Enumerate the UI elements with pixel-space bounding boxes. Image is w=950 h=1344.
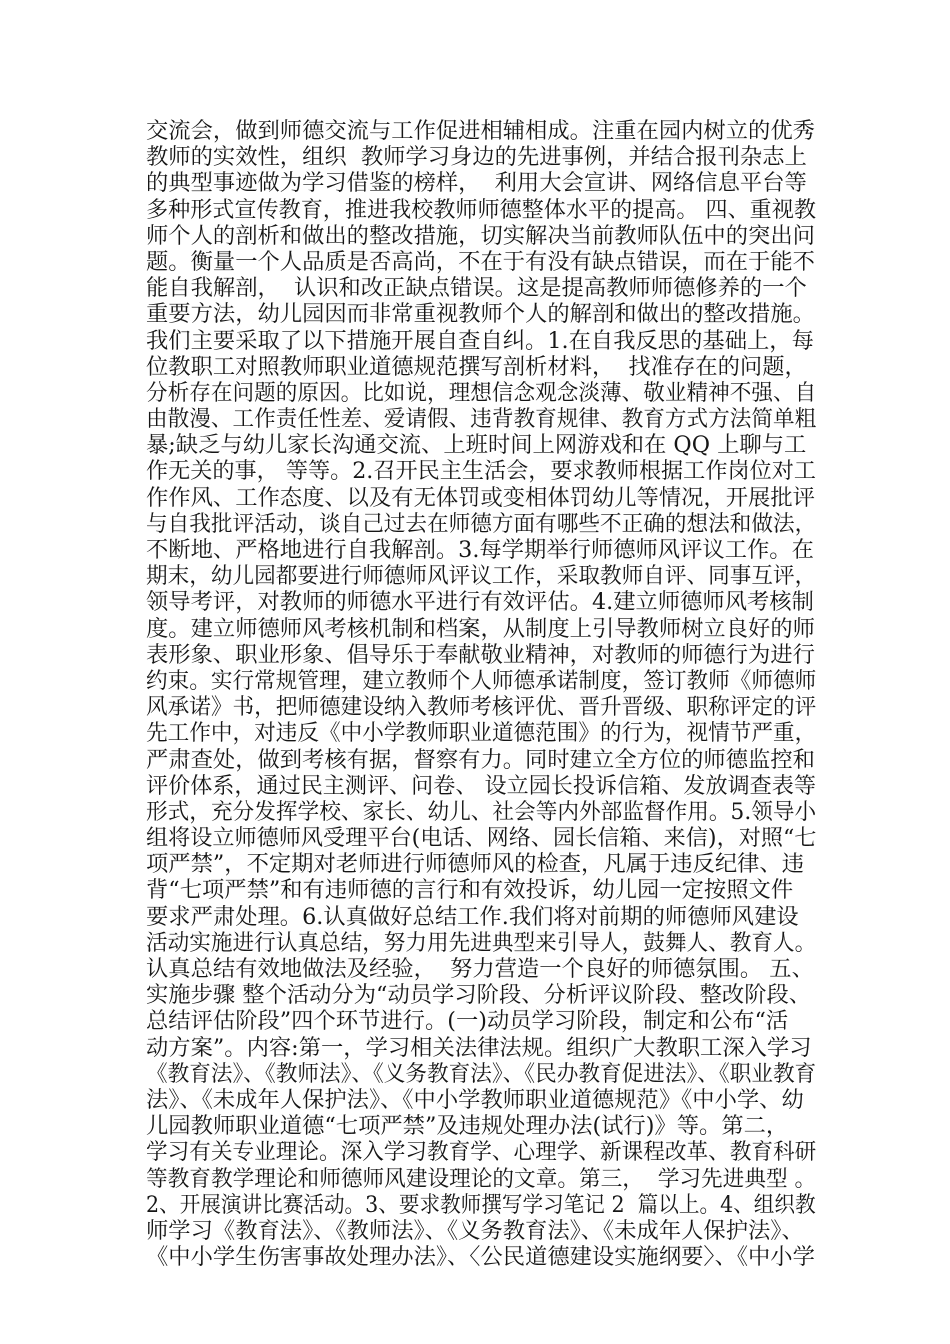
body-text bbox=[146, 118, 816, 1270]
text-line: 法》、《未成年人保护法》、《中小学教师职业道德规范》《中小学、幼 bbox=[146, 1086, 804, 1113]
text-line: 分析存在问题的原因。比如说，理想信念观念淡薄、敬业精神不强、自 bbox=[146, 379, 817, 406]
text-line: 要求严肃处理。6.认真做好总结工作.我们将对前期的师德师风建设 bbox=[146, 903, 799, 930]
text-line: 位教职工对照教师职业道德规范撰写剖析材料， 找准存在的问题， bbox=[146, 353, 807, 380]
text-line: 交流会，做到师德交流与工作促进相辅相成。注重在园内树立的优秀 bbox=[146, 118, 815, 144]
text-line: 作作风、工作态度、以及有无体罚或变相体罚幼儿等情况，开展批评 bbox=[146, 484, 815, 511]
text-line: 风承诺》书，把师德建设纳入教师考核评优、晋升晋级、职称评定的评 bbox=[146, 694, 817, 721]
text-line: 等教育教学理论和师德师风建设理论的文章。第三， 学习先进典型 。 bbox=[146, 1165, 817, 1192]
text-line: 先工作中，对违反《中小学教师职业道德范围》的行为，视情节严重， bbox=[146, 720, 817, 747]
text-line: 由散漫、工作责任性差、爱请假、违背教育规律、教育方式方法简单粗 bbox=[146, 406, 817, 433]
text-line: 组将设立师德师风受理平台(电话、网络、园长信箱、来信)，对照“七 bbox=[146, 825, 817, 852]
text-line: 不断地、严格地进行自我解剖。3.每学期举行师德师风评议工作。在 bbox=[146, 537, 814, 563]
text-line: 度。建立师德师风考核机制和档案，从制度上引导教师树立良好的师 bbox=[146, 615, 815, 642]
text-line: 题。衡量一个人品质是否高尚，不在于有没有缺点错误，而在于能不 bbox=[146, 248, 815, 275]
text-line: 期末，幼儿园都要进行师德师风评议工作，采取教师自评、同事互评， bbox=[146, 563, 817, 590]
text-line: 重要方法，幼儿园因而非常重视教师个人的解剖和做出的整改措施。 bbox=[146, 301, 815, 328]
text-line: 项严禁”，不定期对老师进行师德师风的检查，凡属于违反纪律、违 bbox=[146, 851, 805, 878]
text-line: 与自我批评活动，谈自己过去在师德方面有哪些不正确的想法和做法， bbox=[146, 510, 817, 537]
text-line: 我们主要采取了以下措施开展自查自纠。1.在自我反思的基础上，每 bbox=[146, 327, 814, 354]
text-line: 能自我解剖， 认识和改正缺点错误。这是提高教师师德修养的一个 bbox=[146, 275, 807, 302]
text-line: 学习有关专业理论。深入学习教育学、心理学、新课程改革、教育科研 bbox=[146, 1139, 817, 1166]
text-line: 师个人的剖析和做出的整改措施，切实解决当前教师队伍中的突出问 bbox=[146, 222, 815, 249]
text-line: 活动实施进行认真总结，努力用先进典型来引导人，鼓舞人、教育人。 bbox=[146, 929, 817, 956]
text-line: 严肃查处，做到考核有据，督察有力。同时建立全方位的师德监控和 bbox=[146, 746, 815, 773]
text-line: 师学习《教育法》、《教师法》、《义务教育法》、《未成年人保护法》、 bbox=[146, 1217, 804, 1244]
text-line: 总结评估阶段”四个环节进行。(一)动员学习阶段，制定和公布“活 bbox=[146, 1008, 789, 1035]
text-line: 《中小学生伤害事故处理办法》、〈公民道德建设实施纲要〉、《中小学 bbox=[146, 1244, 815, 1271]
text-line: 儿园教师职业道德“七项严禁”及违规处理办法(试行)》等。第二， bbox=[146, 1113, 789, 1140]
text-line: 领导考评，对教师的师德水平进行有效评估。4.建立师德师风考核制 bbox=[146, 589, 814, 616]
text-line: 实施步骤 整个活动分为“动员学习阶段、分析评议阶段、整改阶段、 bbox=[146, 982, 812, 1009]
text-line: 背“七项严禁”和有违师德的言行和有效投诉，幼儿园一定按照文件 bbox=[146, 877, 794, 904]
text-line: 表形象、职业形象、倡导乐于奉献敬业精神，对教师的师德行为进行 bbox=[146, 641, 815, 668]
text-line: 2、开展演讲比赛活动。3、要求教师撰写学习笔记 2 篇以上。4、组织教 bbox=[146, 1191, 816, 1218]
text-line: 认真总结有效地做法及经验， 努力营造一个良好的师德氛围。 五、 bbox=[146, 956, 814, 982]
text-line: 形式，充分发挥学校、家长、幼儿、社会等内外部监督作用。5.领导小 bbox=[146, 798, 817, 825]
text-line: 作无关的事， 等等。2.召开民主生活会，要求教师根据工作岗位对工 bbox=[146, 458, 816, 485]
text-line: 多种形式宣传教育，推进我校教师师德整体水平的提高。 四、重视教 bbox=[146, 196, 816, 223]
text-line: 动方案”。内容:第一，学习相关法律法规。组织广大教职工深入学习 bbox=[146, 1034, 812, 1061]
text-line: 教师的实效性，组织 教师学习身边的先进事例，并结合报刊杂志上 bbox=[146, 144, 807, 171]
text-line: 的典型事迹做为学习借鉴的榜样， 利用大会宣讲、网络信息平台等 bbox=[146, 170, 807, 197]
text-line: 评价体系，通过民主测评、问卷、 设立园长投诉信箱、发放调查表等 bbox=[146, 772, 816, 799]
text-line: 《教育法》、《教师法》、《义务教育法》、《民办教育促进法》、《职业教育 bbox=[146, 1060, 817, 1087]
text-line: 暴;缺乏与幼儿家长沟通交流、上班时间上网游戏和在 QQ 上聊与工 bbox=[146, 432, 807, 459]
text-line: 约束。实行常规管理，建立教师个人师德承诺制度，签订教师《师德师 bbox=[146, 667, 817, 694]
